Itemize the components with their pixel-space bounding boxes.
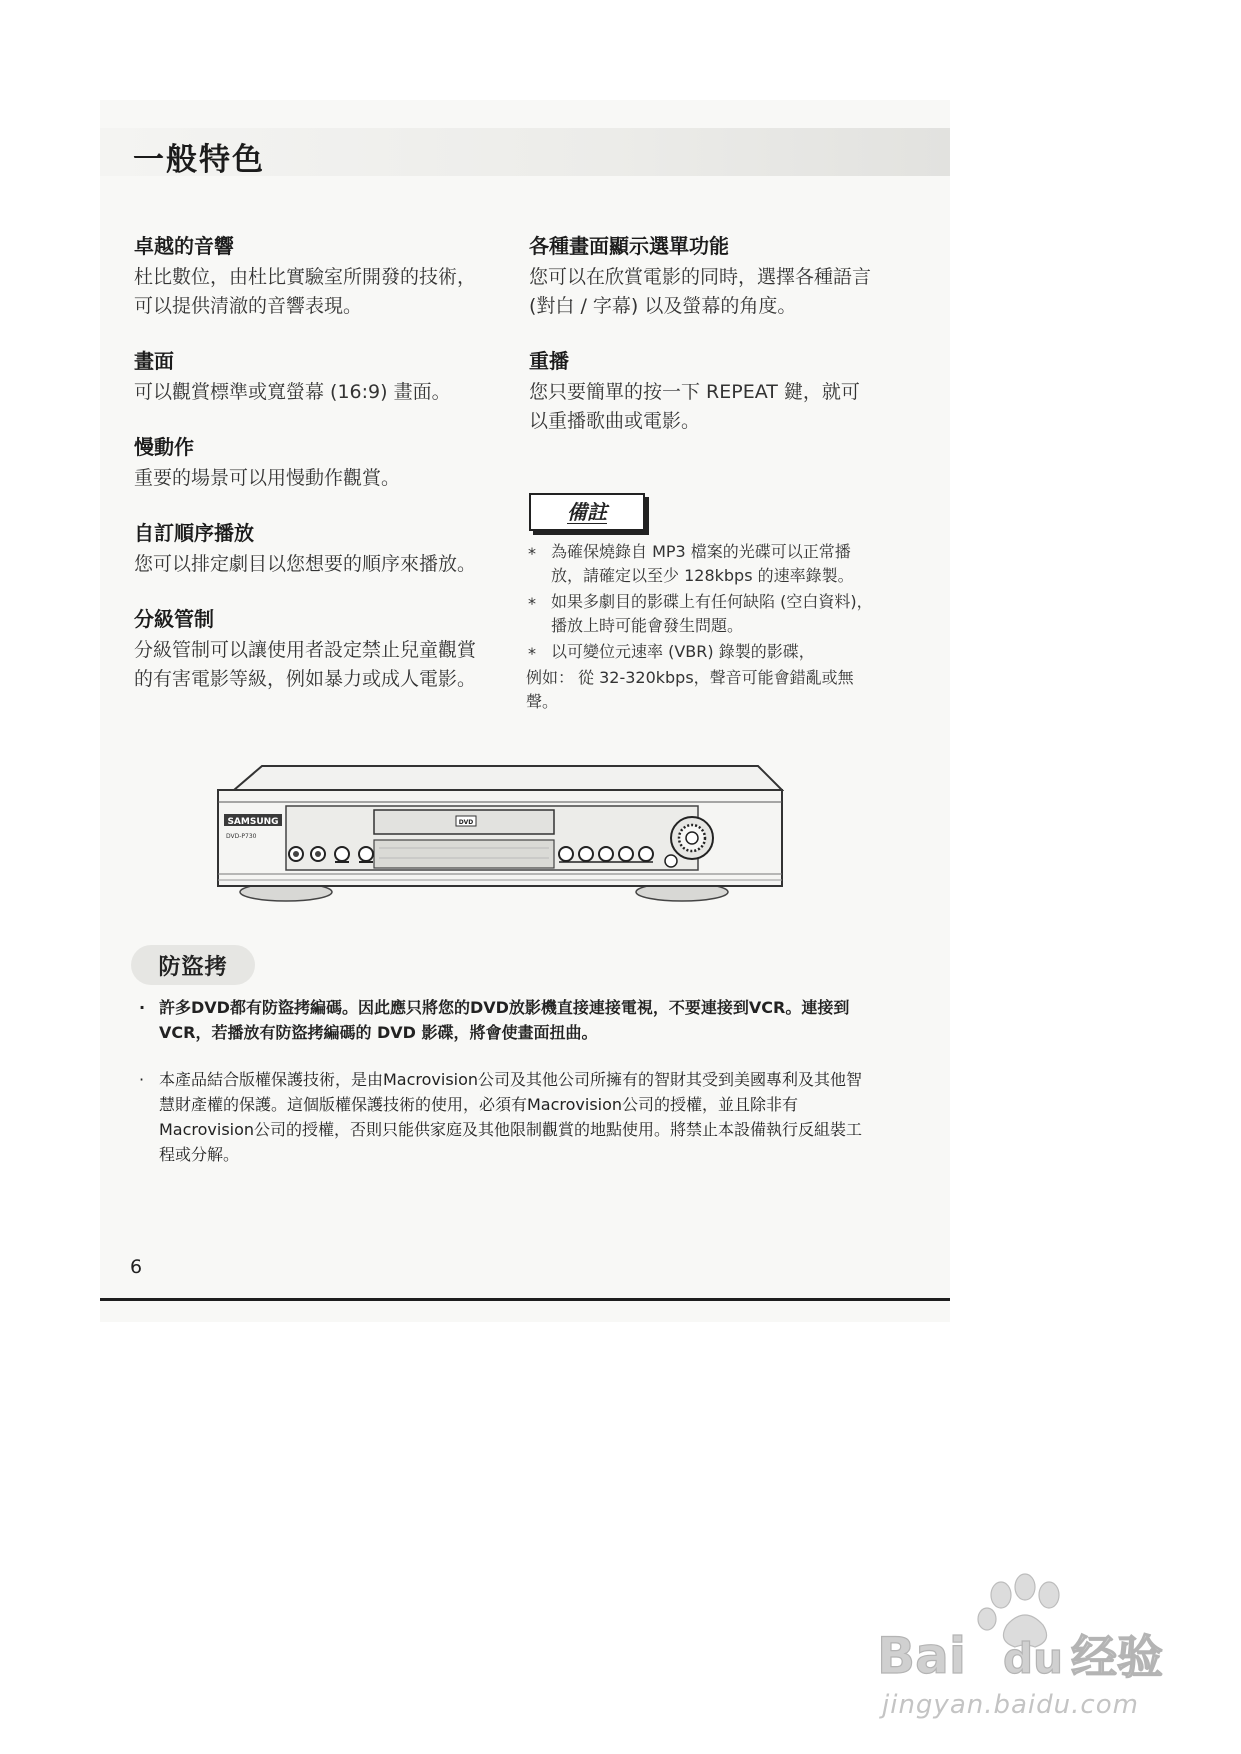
note-text: 為確保燒錄自 MP3 檔案的光碟可以正常播放，請確定以至少 128kbps 的速率錄製。 (551, 542, 854, 585)
feature-menu-display (529, 230, 874, 321)
watermark-brand-prefix: Bai (877, 1627, 966, 1685)
asterisk-icon: * (528, 544, 536, 563)
feature-body: 重要的場景可以用慢動作觀賞。 (134, 467, 401, 489)
bullet-text: 許多DVD都有防盜拷編碼。因此應只將您的DVD放影機直接連接電視，不要連接到VCR。連接到 VCR，若播放有防盜拷編碼的 DVD 影碟，將會使畫面扭曲。 (159, 998, 850, 1042)
feature-slow-motion (134, 431, 489, 493)
page-number: 6 (130, 1256, 143, 1278)
right-feature-column (529, 230, 874, 436)
section-title-pill (131, 945, 255, 985)
feature-sound (134, 230, 489, 321)
note-item (526, 590, 878, 638)
page-title: 一般特色 (133, 142, 265, 178)
watermark-url: jingyan.baidu.com (882, 1690, 1139, 1720)
bullet-icon: · (139, 1070, 145, 1089)
feature-heading: 各種畫面顯示選單功能 (529, 234, 729, 258)
note-item (526, 540, 878, 588)
feature-heading: 自訂順序播放 (134, 521, 254, 545)
note-item (526, 640, 878, 664)
note-example (526, 666, 878, 714)
feature-body: 杜比數位，由杜比實驗室所開發的技術，可以提供清澈的音響表現。 (134, 266, 477, 317)
left-feature-column (134, 230, 489, 694)
copy-protection-list (137, 995, 871, 1167)
paw-logo-icon (875, 1565, 1185, 1685)
feature-heading: 卓越的音響 (134, 234, 234, 258)
list-item (137, 995, 871, 1045)
feature-heading: 畫面 (134, 349, 174, 373)
feature-body: 您可以在欣賞電影的同時，選擇各種語言 (對白 / 字幕) 以及螢幕的角度。 (529, 266, 872, 317)
feature-body: 您只要簡單的按一下 REPEAT 鍵，就可以重播歌曲或電影。 (529, 381, 860, 432)
feature-body: 您可以排定劇目以您想要的順序來播放。 (134, 553, 477, 575)
note-label-box (529, 493, 645, 531)
device-brand: SAMSUNG (227, 817, 279, 827)
watermark-product: 经验 (1071, 1630, 1163, 1684)
asterisk-icon: * (528, 594, 536, 613)
feature-picture (134, 345, 489, 407)
asterisk-icon: * (528, 644, 536, 663)
section-title: 防盜拷 (158, 954, 228, 980)
dvd-player-illustration (214, 762, 784, 910)
device-model: DVD-P730 (226, 833, 257, 840)
note-label: 備註 (567, 499, 607, 524)
feature-repeat (529, 345, 874, 436)
note-list (526, 540, 878, 714)
disc-logo: DVD (458, 819, 474, 826)
bullet-icon: · (139, 998, 146, 1017)
feature-heading: 慢動作 (134, 435, 194, 459)
note-text: 以可變位元速率 (VBR) 錄製的影碟， (551, 642, 815, 661)
dvd-player-icon (214, 762, 784, 910)
feature-program-play (134, 517, 489, 579)
list-item (137, 1067, 871, 1167)
feature-body: 可以觀賞標準或寬螢幕 (16:9) 畫面。 (134, 381, 451, 403)
feature-parental-control (134, 603, 489, 694)
note-text: 如果多劇目的影碟上有任何缺陷 (空白資料)，播放上時可能會發生問題。 (551, 592, 873, 635)
bottom-rule (100, 1298, 950, 1301)
watermark-brand-suffix: du (1003, 1634, 1063, 1683)
note-example-label: 例如： (526, 668, 575, 687)
feature-body: 分級管制可以讓使用者設定禁止兒童觀賞的有害電影等級，例如暴力或成人電影。 (134, 639, 477, 690)
bullet-text: 本產品結合版權保護技術，是由Macrovision公司及其他公司所擁有的智財其受到美國專利及其他智慧財產權的保護。這個版權保護技術的使用，必須有Macrovision公司的授權，並且除非有Macrovision公司的授權，否則只能供家庭及其他限制觀賞的地點使用。將禁止本設備執行反組裝工程或分解。 (159, 1070, 863, 1164)
note-example-text: 從 32-320kbps，聲音可能會錯亂或無聲。 (526, 668, 854, 711)
feature-heading: 分級管制 (134, 607, 214, 631)
feature-heading: 重播 (529, 349, 569, 373)
